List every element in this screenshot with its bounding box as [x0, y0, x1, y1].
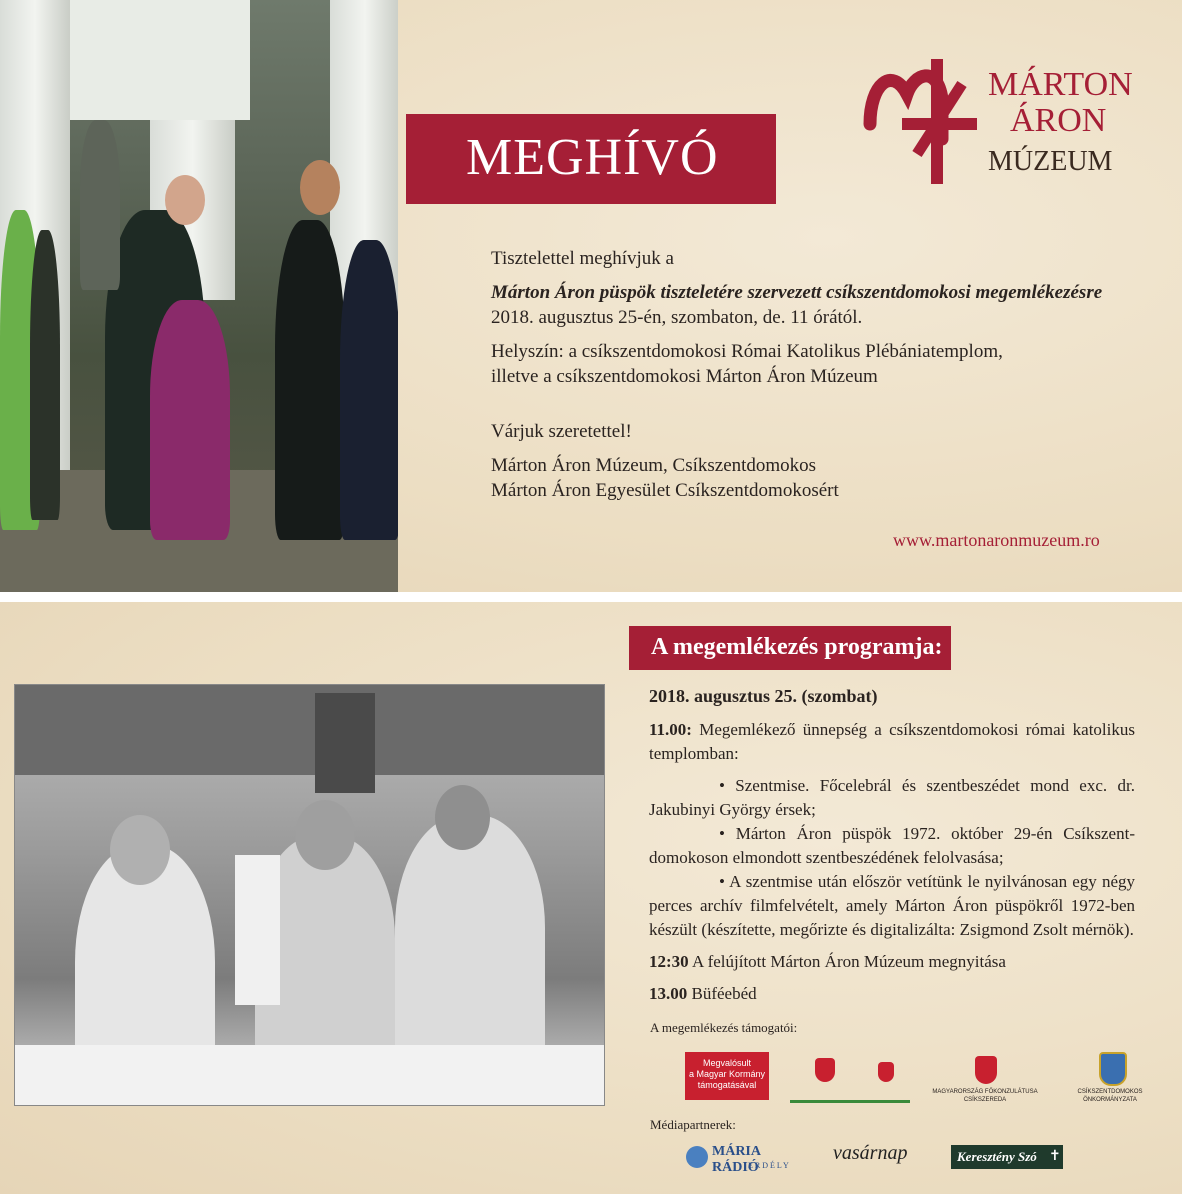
media-2-name: vasárnap	[833, 1142, 908, 1164]
consulate-logo	[930, 1052, 1040, 1112]
municipal-crest-icon	[1099, 1052, 1127, 1086]
government-support-logo	[685, 1052, 769, 1100]
kereszteny-szo-logo	[951, 1145, 1063, 1169]
cross-icon: ✝	[1049, 1149, 1061, 1164]
item-1-time: 11.00:	[649, 720, 692, 739]
website-link[interactable]: www.martonaronmuzeum.ro	[893, 530, 1100, 550]
supporter-3-name: CSÍKSZENTDOMOKOS ÖNKORMÁNYZATA	[1077, 1089, 1143, 1103]
supporter-1-line-2: a Magyar Kormány	[688, 1069, 766, 1079]
historic-bw-photo	[14, 684, 605, 1106]
maria-radio-icon	[686, 1146, 708, 1168]
item-1-text: Megemlékező ünnepség a csíkszentdomokosi római katolikus templomban:	[649, 720, 1135, 763]
media-partners-label: Médiapartnerek:	[650, 1117, 736, 1132]
logo-line-2: ÁRON	[1010, 102, 1107, 139]
municipality-logo	[1075, 1050, 1145, 1114]
vasarnap-logo	[833, 1142, 933, 1172]
program-item-3	[649, 982, 1135, 1006]
ministry-crest-icon	[790, 1054, 910, 1103]
greeting: Tisztelettel meghívjuk a	[491, 248, 674, 269]
program-card	[0, 602, 1182, 1194]
program-bullet-3: • A szentmise után először vetítünk le nyilvánosan egy négy perces archív filmfelvételt, amely Márton Áron püspökről 1972-ben készült (készítette, megőrizte és digitalizálta: Zsigmond Zsolt mérnök).	[649, 872, 1135, 939]
program-bullet-2: • Márton Áron püspök 1972. október 29-én Csíkszent-domokoson elmondott szentbeszédének felolvasása;	[649, 824, 1135, 867]
item-2-text: A felújított Márton Áron Múzeum megnyitása	[688, 952, 1006, 971]
logo-line-1: MÁRTON	[988, 66, 1133, 103]
hungarian-crest-icon	[975, 1056, 997, 1084]
program-item-2	[649, 950, 1135, 974]
location-line-2: illetve a csíkszentdomokosi Márton Áron Múzeum	[491, 366, 878, 387]
logo-line-3: MÚZEUM	[988, 146, 1113, 177]
program-title-banner	[629, 626, 951, 670]
supporter-1-line-1: Megvalósult	[702, 1058, 752, 1068]
location-line-1: Helyszín: a csíkszentdomokosi Római Katolikus Plébániatemplom,	[491, 341, 1003, 362]
supporter-1-line-3: támogatásával	[697, 1080, 757, 1090]
maria-radio-logo	[686, 1142, 810, 1175]
program-body	[649, 684, 1135, 1014]
invitation-title: MEGHÍVÓ	[466, 129, 719, 186]
supporters-label: A megemlékezés támogatói:	[650, 1020, 798, 1035]
signature-1: Márton Áron Múzeum, Csíkszentdomokos	[491, 455, 817, 476]
program-date: 2018. augusztus 25. (szombat)	[649, 686, 878, 706]
program-item-1	[649, 718, 1135, 766]
closing-text: Várjuk szeretettel!	[491, 421, 632, 442]
logo-symbol-icon	[862, 44, 982, 194]
program-title: A megemlékezés programja:	[651, 634, 943, 660]
signature-2: Márton Áron Egyesület Csíkszentdomokosért	[491, 480, 839, 501]
media-3-name: Keresztény Szó	[957, 1149, 1037, 1164]
invitation-body	[491, 246, 1141, 503]
program-bullet-1: • Szentmise. Főcelebrál és szentbeszédet mond exc. dr. Jakubinyi György érsek;	[649, 776, 1135, 819]
historic-color-photo	[0, 0, 398, 592]
museum-logo	[862, 44, 1133, 194]
supporter-2-name: MAGYARORSZÁG FŐKONZULÁTUSA CSÍKSZEREDA	[932, 1089, 1038, 1103]
title-banner	[406, 114, 776, 204]
item-3-time: 13.00	[649, 984, 688, 1003]
invitation-card	[0, 0, 1182, 592]
media-1-name: MÁRIA RÁDIÓ	[712, 1144, 761, 1175]
item-3-text: Büféebéd	[687, 984, 757, 1003]
item-2-time: 12:30	[649, 952, 689, 971]
event-time: 2018. augusztus 25-én, szombaton, de. 11 órától.	[491, 307, 863, 328]
media-1-sub: ERDÉLY	[748, 1161, 791, 1170]
event-name: Márton Áron püspök tiszteletére szervezett csíkszentdomokosi megemlékezésre	[491, 282, 1103, 303]
